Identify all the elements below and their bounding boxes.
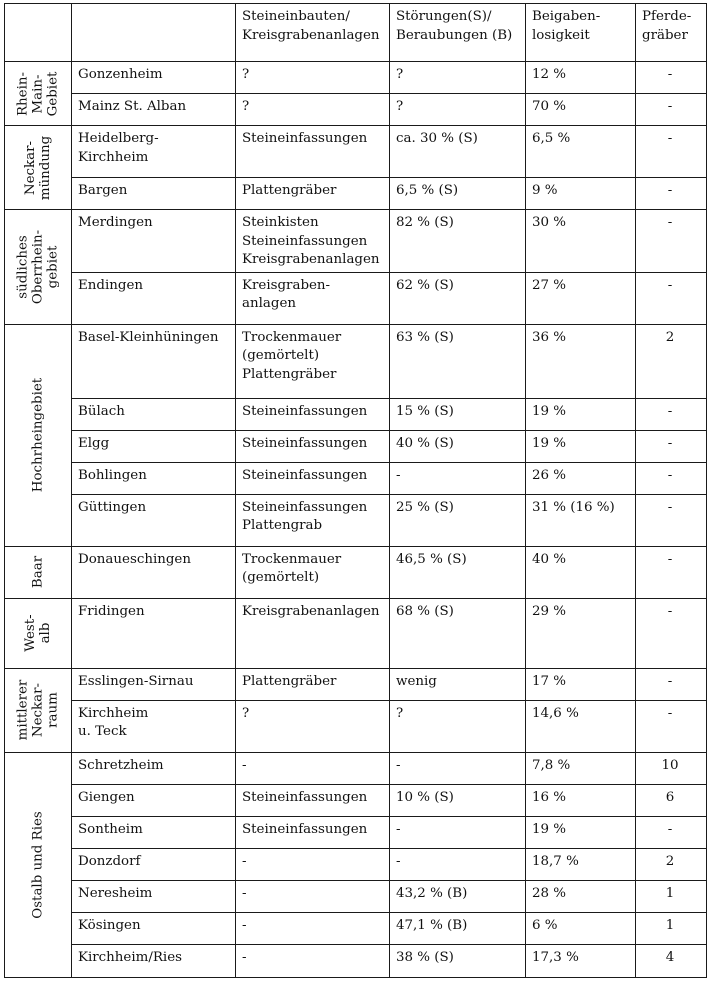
region-label-line: Baar [30, 555, 46, 589]
disturbances-cell: - [390, 816, 526, 848]
disturbances-cell: 68 % (S) [390, 598, 526, 668]
stone-structure-line: Steineinfassungen [242, 403, 368, 419]
no-grave-goods-cell: 6 % [526, 912, 636, 944]
site-name-line: Schretzheim [78, 757, 164, 773]
stone-structure-line: Steineinfassungen [242, 499, 368, 515]
region-label-line: Gebiet [45, 71, 61, 116]
no-grave-goods-cell: 17,3 % [526, 944, 636, 977]
disturbances-cell: ? [390, 94, 526, 126]
site-name-line: Endingen [78, 277, 143, 293]
stone-structures-cell [236, 546, 390, 598]
stone-structure-line: (gemörtelt) [242, 348, 320, 363]
stone-structures-cell [236, 178, 390, 210]
no-grave-goods-cell: 31 % (16 %) [526, 494, 636, 546]
no-grave-goods-cell: 26 % [526, 462, 636, 494]
stone-structures-cell [236, 94, 390, 126]
stone-structure-line: - [242, 853, 247, 869]
stone-structures-cell [236, 126, 390, 178]
site-cell [72, 880, 236, 912]
stone-structure-line: Steineinfassungen [242, 435, 368, 451]
header-region [5, 4, 72, 62]
disturbances-cell: 15 % (S) [390, 398, 526, 430]
stone-structure-line: Trockenmauer [242, 551, 342, 567]
horse-graves-cell: 6 [636, 784, 707, 816]
region-label [16, 680, 61, 741]
stone-structures-cell [236, 62, 390, 94]
horse-graves-cell: 2 [636, 324, 707, 398]
table-row [5, 912, 707, 944]
site-name-line: Giengen [78, 789, 135, 805]
disturbances-cell: - [390, 462, 526, 494]
no-grave-goods-cell: 29 % [526, 598, 636, 668]
disturbances-cell: - [390, 848, 526, 880]
disturbances-cell: wenig [390, 668, 526, 700]
table-row [5, 126, 707, 178]
region-label-line: Hochrheingebiet [30, 377, 46, 493]
no-grave-goods-cell: 12 % [526, 62, 636, 94]
horse-graves-cell: - [636, 546, 707, 598]
stone-structure-line: Steineinfassungen [242, 131, 368, 146]
site-cell [72, 546, 236, 598]
stone-structure-line: ? [242, 67, 250, 82]
region-label [16, 71, 61, 116]
stone-structure-line: Plattengrab [242, 518, 323, 533]
horse-graves-cell: - [636, 94, 707, 126]
horse-graves-cell: 1 [636, 912, 707, 944]
stone-structure-line: Plattengräber [242, 366, 337, 382]
no-grave-goods-cell: 27 % [526, 272, 636, 324]
region-label [23, 614, 53, 651]
table-row [5, 816, 707, 848]
site-name-line: Esslingen-Sirnau [78, 673, 194, 689]
no-grave-goods-cell: 9 % [526, 178, 636, 210]
header-site [72, 4, 236, 62]
table-body [5, 62, 707, 978]
site-name-line: Kirchheim [78, 705, 149, 721]
site-name-line: Kösingen [78, 917, 141, 933]
site-name-line: Bargen [78, 183, 128, 198]
no-grave-goods-cell: 14,6 % [526, 700, 636, 752]
stone-structures-cell [236, 494, 390, 546]
stone-structure-line: ? [242, 705, 250, 721]
site-name-line: Donzdorf [78, 853, 141, 869]
header-stone-structures: Steineinbauten/ Kreisgrabenanlagen [236, 4, 390, 62]
no-grave-goods-cell: 40 % [526, 546, 636, 598]
stone-structures-cell [236, 324, 390, 398]
site-cell [72, 272, 236, 324]
stone-structure-line: (gemörtelt) [242, 570, 320, 585]
region-cell [5, 668, 72, 752]
horse-graves-cell: - [636, 462, 707, 494]
site-cell [72, 700, 236, 752]
table-row [5, 430, 707, 462]
site-cell [72, 462, 236, 494]
site-name-line: Bohlingen [78, 467, 147, 483]
disturbances-cell: ? [390, 700, 526, 752]
cemetery-comparison-table [4, 3, 707, 978]
site-cell [72, 912, 236, 944]
stone-structure-line: Kreisgrabenanlagen [242, 252, 380, 267]
table-row [5, 944, 707, 977]
region-label-line: Rhein- [15, 71, 31, 116]
disturbances-cell: 82 % (S) [390, 210, 526, 273]
disturbances-cell: 63 % (S) [390, 324, 526, 398]
no-grave-goods-cell: 30 % [526, 210, 636, 273]
horse-graves-cell: 2 [636, 848, 707, 880]
region-label [23, 135, 53, 199]
table-row [5, 848, 707, 880]
stone-structure-line: Steinkisten [242, 215, 319, 230]
disturbances-cell: 38 % (S) [390, 944, 526, 977]
site-cell [72, 62, 236, 94]
horse-graves-cell: - [636, 668, 707, 700]
disturbances-cell: 62 % (S) [390, 272, 526, 324]
site-name-line: Mainz St. Alban [78, 99, 187, 114]
disturbances-cell: 25 % (S) [390, 494, 526, 546]
region-label-line: gebiet [45, 245, 61, 289]
stone-structures-cell [236, 752, 390, 784]
no-grave-goods-cell: 7,8 % [526, 752, 636, 784]
site-cell [72, 944, 236, 977]
region-cell [5, 126, 72, 210]
stone-structures-cell [236, 944, 390, 977]
region-label-line: Ostalb und Ries [30, 810, 46, 919]
horse-graves-cell: - [636, 430, 707, 462]
site-name-line: Fridingen [78, 603, 145, 619]
region-label-line: Neckar- [23, 140, 38, 195]
table-row [5, 494, 707, 546]
stone-structure-line: Trockenmauer [242, 329, 342, 345]
table-row [5, 700, 707, 752]
stone-structures-cell [236, 912, 390, 944]
site-cell [72, 126, 236, 178]
stone-structure-line: Steineinfassungen [242, 821, 368, 837]
stone-structure-line: anlagen [242, 296, 296, 311]
stone-structures-cell [236, 816, 390, 848]
region-label-line: Neckar- [30, 682, 46, 738]
region-label-line: mittlerer [15, 679, 31, 741]
horse-graves-cell: - [636, 272, 707, 324]
site-cell [72, 398, 236, 430]
site-name-line: Neresheim [78, 885, 153, 901]
stone-structure-line: - [242, 885, 247, 901]
region-cell [5, 62, 72, 126]
disturbances-cell: ca. 30 % (S) [390, 126, 526, 178]
disturbances-cell: - [390, 752, 526, 784]
horse-graves-cell: - [636, 700, 707, 752]
region-label-line: raum [45, 692, 61, 728]
horse-graves-cell: - [636, 178, 707, 210]
site-name-line: Güttingen [78, 499, 147, 515]
stone-structure-line: Steineinfassungen [242, 233, 368, 249]
horse-graves-cell: 10 [636, 752, 707, 784]
header-no-grave-goods: Beigaben- losigkeit [526, 4, 636, 62]
stone-structure-line: - [242, 757, 247, 773]
stone-structure-line: Steineinfassungen [242, 467, 368, 483]
site-cell [72, 598, 236, 668]
disturbances-cell: 46,5 % (S) [390, 546, 526, 598]
no-grave-goods-cell: 18,7 % [526, 848, 636, 880]
no-grave-goods-cell: 36 % [526, 324, 636, 398]
stone-structures-cell [236, 700, 390, 752]
horse-graves-cell: 4 [636, 944, 707, 977]
table-row [5, 598, 707, 668]
site-cell [72, 668, 236, 700]
horse-graves-cell: - [636, 816, 707, 848]
table-row [5, 784, 707, 816]
site-cell [72, 494, 236, 546]
table-row [5, 210, 707, 273]
horse-graves-cell: - [636, 126, 707, 178]
no-grave-goods-cell: 16 % [526, 784, 636, 816]
stone-structure-line: Kreisgraben- [242, 277, 331, 293]
site-name-line: Elgg [78, 435, 110, 451]
table-row [5, 880, 707, 912]
site-cell [72, 752, 236, 784]
table-header-row [5, 4, 707, 62]
site-cell [72, 784, 236, 816]
site-cell [72, 324, 236, 398]
site-name-line: Donaueschingen [78, 551, 191, 567]
stone-structure-line: - [242, 917, 247, 933]
stone-structures-cell [236, 430, 390, 462]
site-name-line: Merdingen [78, 215, 153, 230]
site-cell [72, 94, 236, 126]
no-grave-goods-cell: 70 % [526, 94, 636, 126]
region-label-line: Main- [30, 73, 46, 114]
site-name-line: Heidelberg- [78, 131, 159, 146]
disturbances-cell: 40 % (S) [390, 430, 526, 462]
table-row [5, 398, 707, 430]
region-cell [5, 546, 72, 598]
horse-graves-cell: - [636, 210, 707, 273]
table-row [5, 62, 707, 94]
disturbances-cell: 47,1 % (B) [390, 912, 526, 944]
stone-structures-cell [236, 848, 390, 880]
horse-graves-cell: - [636, 62, 707, 94]
disturbances-cell: ? [390, 62, 526, 94]
horse-graves-cell: - [636, 398, 707, 430]
site-name-line: Bülach [78, 403, 125, 419]
region-cell [5, 324, 72, 546]
site-name-line: Sontheim [78, 821, 143, 837]
stone-structures-cell [236, 210, 390, 273]
table-row [5, 752, 707, 784]
stone-structure-line: Plattengräber [242, 183, 337, 198]
site-cell [72, 210, 236, 273]
stone-structures-cell [236, 880, 390, 912]
document-page [4, 3, 706, 987]
horse-graves-cell: - [636, 598, 707, 668]
stone-structures-cell [236, 784, 390, 816]
region-cell [5, 598, 72, 668]
region-label-line: Oberrhein- [30, 229, 46, 304]
table-row [5, 94, 707, 126]
horse-graves-cell: - [636, 494, 707, 546]
table-row [5, 546, 707, 598]
header-horse-graves: Pferde- gräber [636, 4, 707, 62]
site-cell [72, 178, 236, 210]
site-name-line: Kirchheim [78, 149, 149, 165]
no-grave-goods-cell: 19 % [526, 398, 636, 430]
no-grave-goods-cell: 6,5 % [526, 126, 636, 178]
stone-structure-line: ? [242, 99, 250, 114]
site-cell [72, 816, 236, 848]
disturbances-cell: 6,5 % (S) [390, 178, 526, 210]
no-grave-goods-cell: 19 % [526, 430, 636, 462]
site-name-line: Basel-Kleinhüningen [78, 329, 219, 345]
site-cell [72, 848, 236, 880]
disturbances-cell: 43,2 % (B) [390, 880, 526, 912]
stone-structure-line: Steineinfassungen [242, 789, 368, 805]
stone-structures-cell [236, 398, 390, 430]
table-row [5, 178, 707, 210]
disturbances-cell: 10 % (S) [390, 784, 526, 816]
horse-graves-cell: 1 [636, 880, 707, 912]
no-grave-goods-cell: 17 % [526, 668, 636, 700]
region-label [31, 811, 46, 919]
region-label-line: mündung [38, 135, 53, 200]
stone-structures-cell [236, 462, 390, 494]
table-row [5, 272, 707, 324]
site-name-line: Gonzenheim [78, 67, 163, 82]
header-disturbances: Störungen(S)/ Beraubungen (B) [390, 4, 526, 62]
table-row [5, 668, 707, 700]
region-label-line: West- [23, 614, 38, 652]
region-cell [5, 210, 72, 325]
table-row [5, 324, 707, 398]
site-cell [72, 430, 236, 462]
stone-structure-line: Plattengräber [242, 673, 337, 689]
site-name-line: u. Teck [78, 724, 127, 739]
stone-structures-cell [236, 272, 390, 324]
stone-structure-line: Kreisgrabenanlagen [242, 603, 380, 619]
no-grave-goods-cell: 19 % [526, 816, 636, 848]
stone-structures-cell [236, 598, 390, 668]
site-name-line: Kirchheim/Ries [78, 949, 183, 965]
region-label-line: alb [38, 622, 53, 644]
stone-structures-cell [236, 668, 390, 700]
no-grave-goods-cell: 28 % [526, 880, 636, 912]
stone-structure-line: - [242, 949, 247, 965]
region-label [31, 556, 46, 588]
region-label [31, 378, 46, 492]
table-row [5, 462, 707, 494]
region-label-line: südliches [15, 234, 31, 299]
region-label [16, 230, 61, 304]
region-cell [5, 752, 72, 977]
